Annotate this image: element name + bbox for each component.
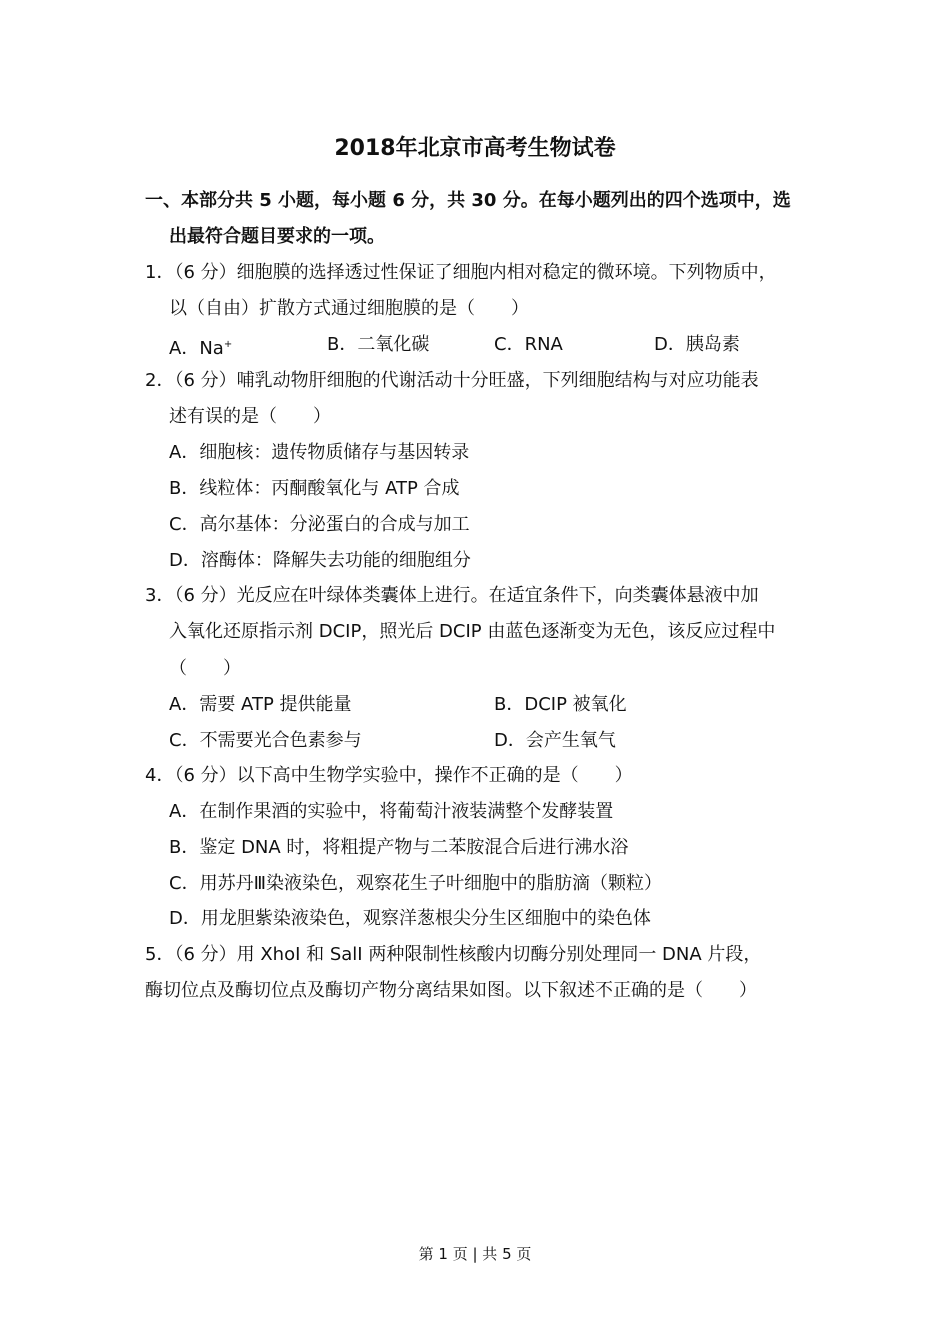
- section-heading-line-1: 一、本部分共 5 小题，每小题 6 分，共 30 分。在每小题列出的四个选项中，选: [145, 190, 791, 211]
- question-2-stem-line-1: 2．（6 分）哺乳动物肝细胞的代谢活动十分旺盛，下列细胞结构与对应功能表: [145, 370, 759, 391]
- question-4-option-d: D．用龙胆紫染液染色，观察洋葱根尖分生区细胞中的染色体: [169, 908, 651, 929]
- question-1-option-b: B．二氧化碳: [327, 334, 430, 355]
- question-3-stem-line-3: （ ）: [169, 658, 241, 679]
- question-1-stem-line-2: 以（自由）扩散方式通过细胞膜的是（ ）: [169, 298, 529, 319]
- question-3-stem-line-2: 入氧化还原指示剂 DCIP，照光后 DCIP 由蓝色逐渐变为无色，该反应过程中: [169, 621, 776, 642]
- question-4-option-c: C．用苏丹Ⅲ染液染色，观察花生子叶细胞中的脂肪滴（颗粒）: [169, 873, 662, 894]
- question-3-option-d: D．会产生氧气: [494, 730, 616, 751]
- question-5-stem-line-2: 酶切位点及酶切位点及酶切产物分离结果如图。以下叙述不正确的是（ ）: [145, 980, 757, 1001]
- question-2-option-d: D．溶酶体：降解失去功能的细胞组分: [169, 550, 471, 571]
- question-3-stem-line-1: 3．（6 分）光反应在叶绿体类囊体上进行。在适宜条件下，向类囊体悬液中加: [145, 585, 759, 606]
- question-3-option-c: C．不需要光合色素参与: [169, 730, 362, 751]
- question-1-stem-line-1: 1．（6 分）细胞膜的选择透过性保证了细胞内相对稳定的微环境。下列物质中，: [145, 262, 777, 283]
- question-2-option-b: B．线粒体：丙酮酸氧化与 ATP 合成: [169, 478, 460, 499]
- question-2-stem-line-2: 述有误的是（ ）: [169, 406, 331, 427]
- superscript-charge: +: [223, 339, 233, 350]
- question-5-stem-line-1: 5．（6 分）用 XhoⅠ 和 SalⅠ 两种限制性核酸内切酶分别处理同一 DNA 片段，: [145, 944, 762, 965]
- question-1-option-a: [169, 331, 232, 363]
- section-heading-line-2: 出最符合题目要求的一项。: [169, 226, 385, 247]
- question-1-option-d: D．胰岛素: [654, 334, 740, 355]
- question-3-option-a: A．需要 ATP 提供能量: [169, 694, 352, 715]
- question-2-option-a: A．细胞核：遗传物质储存与基因转录: [169, 442, 470, 463]
- page-footer: 第 1 页 | 共 5 页: [418, 1245, 532, 1263]
- page-title: 2018年北京市高考生物试卷: [334, 136, 616, 161]
- question-3-option-b: B．DCIP 被氧化: [494, 694, 627, 715]
- question-2-option-c: C．高尔基体：分泌蛋白的合成与加工: [169, 514, 470, 535]
- question-1-option-c: C．RNA: [494, 334, 563, 355]
- option-a-text: A．Na: [169, 338, 224, 359]
- question-4-option-a: A．在制作果酒的实验中，将葡萄汁液装满整个发酵装置: [169, 801, 614, 822]
- question-4-stem-line-1: 4．（6 分）以下高中生物学实验中，操作不正确的是（ ）: [145, 765, 633, 786]
- question-4-option-b: B．鉴定 DNA 时，将粗提产物与二苯胺混合后进行沸水浴: [169, 837, 629, 858]
